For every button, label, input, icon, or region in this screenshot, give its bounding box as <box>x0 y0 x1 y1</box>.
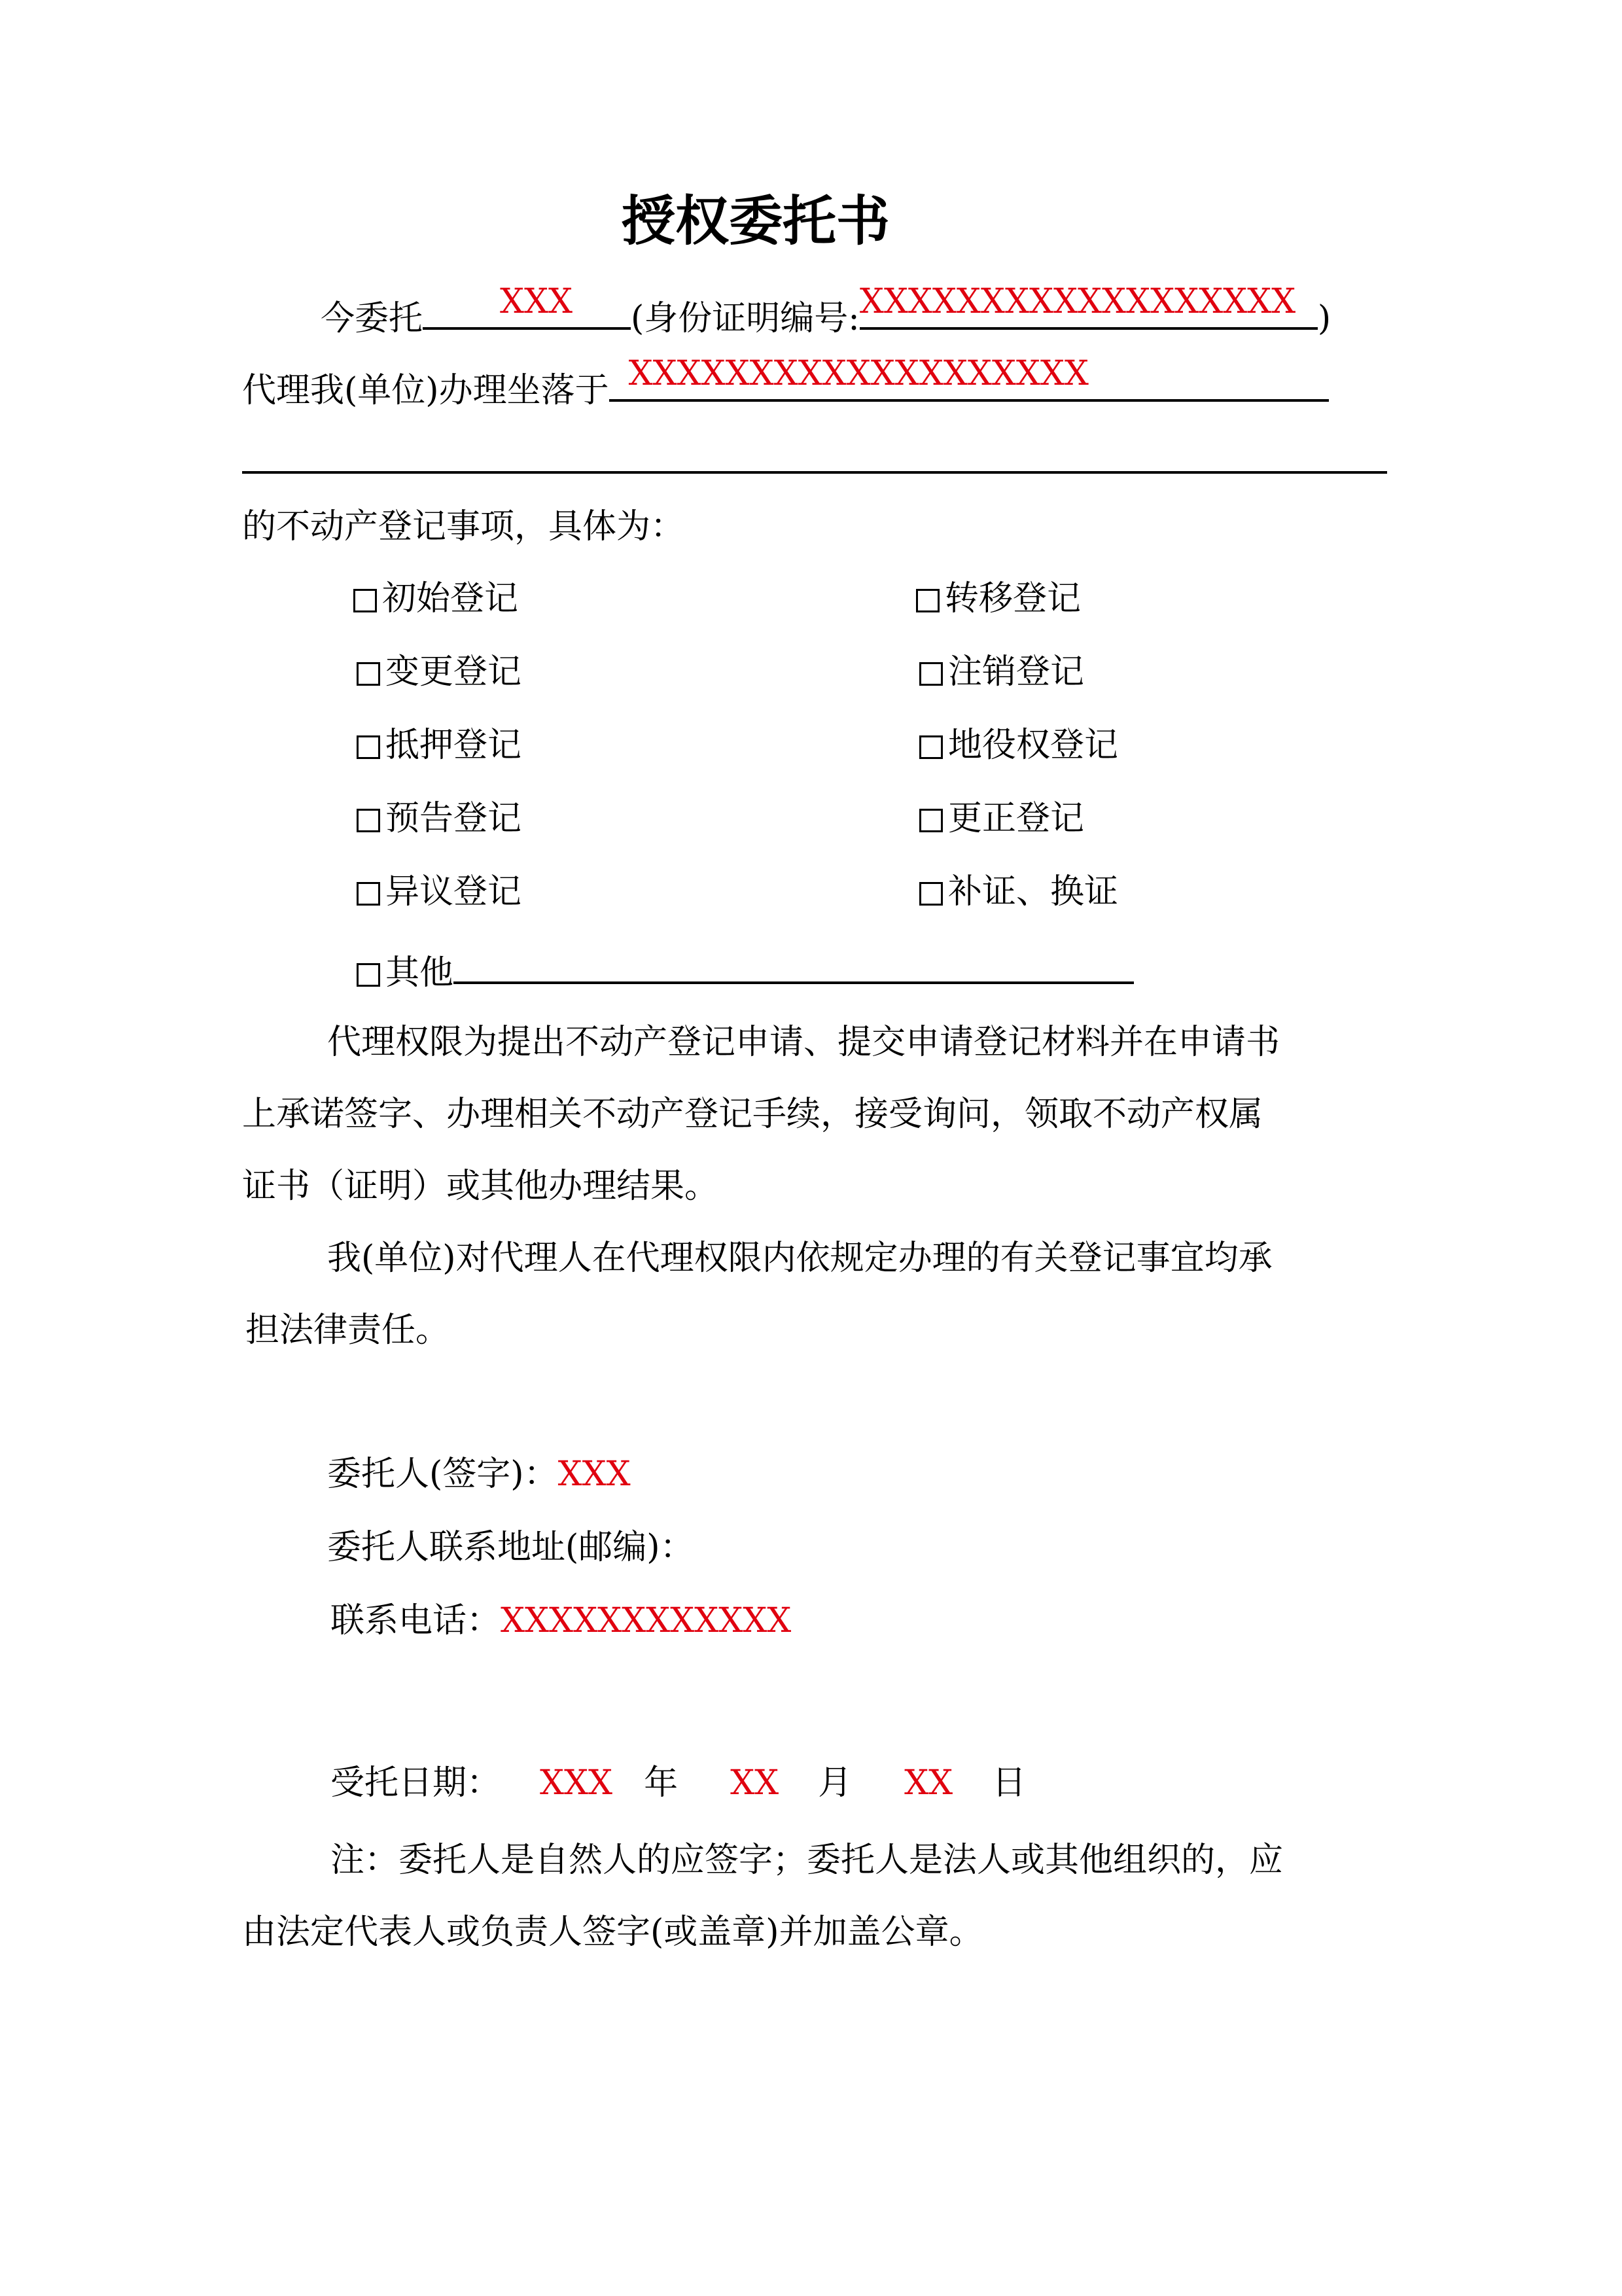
checkbox-icon[interactable] <box>357 662 380 686</box>
date-month: XX <box>730 1763 779 1803</box>
address-line <box>327 1525 694 1570</box>
option-label: 初始登记 <box>382 579 519 618</box>
document-title: 授权委托书 <box>621 190 890 253</box>
entrust-line <box>321 282 1331 342</box>
date-month-unit: 月 <box>818 1763 853 1803</box>
option-label: 补证、换证 <box>948 872 1119 911</box>
agent-name: XXX <box>500 282 573 321</box>
liability-paragraph-line-1: 我(单位)对代理人在代理权限内依规定办理的有关登记事宜均承 <box>327 1239 1273 1278</box>
location-continuation-line <box>242 471 1387 474</box>
note-line-2: 由法定代表人或负责人签字(或盖章)并加盖公章。 <box>242 1913 983 1952</box>
option-label: 抵押登记 <box>385 726 522 765</box>
authority-paragraph-line-1: 代理权限为提出不动产登记申请、提交申请登记材料并在申请书 <box>327 1023 1280 1062</box>
option-label: 更正登记 <box>948 799 1085 838</box>
option-label: 转移登记 <box>945 579 1082 618</box>
checkbox-icon[interactable] <box>357 963 380 987</box>
date-year: XXX <box>540 1763 613 1803</box>
authority-paragraph-line-2: 上承诺签字、办理相关不动产登记手续，接受询问，领取不动产权属 <box>242 1095 1263 1134</box>
checkbox-icon[interactable] <box>919 882 943 906</box>
option-label: 预告登记 <box>385 799 522 838</box>
date-year-unit: 年 <box>644 1763 679 1803</box>
signer-value: XXX <box>557 1455 631 1494</box>
option-label: 异议登记 <box>385 872 522 911</box>
checkbox-icon[interactable] <box>919 735 943 759</box>
date-day-unit: 日 <box>992 1763 1027 1803</box>
id-number: XXXXXXXXXXXXXXXXXX <box>859 282 1296 321</box>
phone-value: XXXXXXXXXXXX <box>501 1601 792 1640</box>
location-prefix: 代理我(单位)办理坐落于 <box>242 371 609 410</box>
checkbox-icon[interactable] <box>357 735 380 759</box>
id-label: (身份证明编号: <box>631 299 860 338</box>
entrust-prefix: 今委托 <box>321 299 423 338</box>
date-line <box>330 1760 1026 1806</box>
checkbox-icon[interactable] <box>916 589 940 612</box>
option-label: 其他 <box>385 953 454 993</box>
option-advance-notice-registration[interactable] <box>357 796 521 841</box>
option-reissue-replacement[interactable] <box>919 869 1118 915</box>
option-mortgage-registration[interactable] <box>357 722 521 768</box>
location-field <box>609 354 1329 402</box>
option-other[interactable] <box>357 942 1134 996</box>
address-label: 委托人联系地址(邮编)： <box>327 1528 694 1567</box>
id-close-paren: ) <box>1317 299 1331 338</box>
option-label: 地役权登记 <box>948 726 1119 765</box>
option-label: 变更登记 <box>385 652 522 692</box>
option-easement-registration[interactable] <box>919 722 1118 768</box>
phone-label: 联系电话： <box>330 1601 501 1640</box>
option-label: 注销登记 <box>948 652 1085 692</box>
option-transfer-registration[interactable] <box>916 576 1081 622</box>
signer-line <box>327 1451 631 1497</box>
date-label: 受托日期： <box>330 1763 501 1803</box>
id-number-field <box>859 282 1318 330</box>
location-value: XXXXXXXXXXXXXXXXXXX <box>628 354 1089 393</box>
checkbox-icon[interactable] <box>353 589 377 612</box>
agent-name-field <box>423 282 631 330</box>
note-line-1: 注：委托人是自然人的应签字；委托人是法人或其他组织的，应 <box>330 1841 1284 1880</box>
option-cancellation-registration[interactable] <box>919 649 1084 695</box>
checkbox-icon[interactable] <box>357 882 380 906</box>
option-objection-registration[interactable] <box>357 869 521 915</box>
option-correction-registration[interactable] <box>919 796 1084 841</box>
phone-line <box>330 1598 791 1644</box>
checkbox-icon[interactable] <box>357 809 380 832</box>
option-initial-registration[interactable] <box>353 576 518 622</box>
signer-label: 委托人(签字)： <box>327 1455 558 1494</box>
other-field[interactable] <box>453 942 1134 984</box>
checkbox-icon[interactable] <box>919 809 943 832</box>
matters-intro: 的不动产登记事项，具体为： <box>242 507 685 546</box>
liability-paragraph-line-2: 担法律责任。 <box>245 1311 450 1350</box>
date-day: XX <box>904 1763 953 1803</box>
option-change-registration[interactable] <box>357 649 521 695</box>
authority-paragraph-line-3: 证书（证明）或其他办理结果。 <box>242 1167 719 1206</box>
checkbox-icon[interactable] <box>919 662 943 686</box>
location-line <box>242 354 1329 414</box>
